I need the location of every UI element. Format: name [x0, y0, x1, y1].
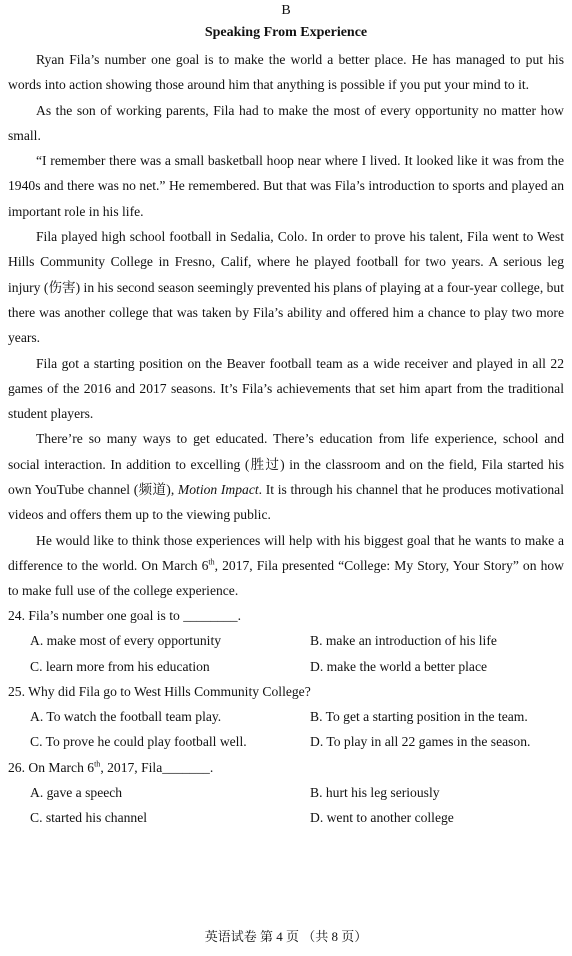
section-letter: B [281, 3, 291, 18]
question-26-stem-a: 26. On March 6 [8, 759, 95, 775]
paragraph-6-text-b: . It is through his channel that he produces motivational videos and offers them up to the viewing public. [8, 482, 564, 523]
question-24-option-d[interactable]: D. make the world a better place [310, 658, 488, 674]
question-25-options-row-2 [8, 729, 564, 754]
question-25-option-d[interactable]: D. To play in all 22 games in the season. [310, 734, 531, 750]
page-footer: 英语试卷 第 4 页 （共 8 页） [204, 929, 368, 944]
question-26-option-c[interactable]: C. started his channel [30, 810, 148, 826]
question-26-options-row-2 [8, 805, 564, 830]
question-25-options-row-1 [8, 704, 564, 729]
question-24-option-b[interactable]: B. make an introduction of his life [310, 633, 497, 649]
passage-body [8, 47, 564, 604]
question-24-options-row-1 [8, 628, 564, 653]
paragraph-6 [8, 426, 564, 527]
paragraph-3: “I remember there was a small basketball hoop near where I lived. It looked like it was from the 1940s and there was no net.” He remembered. But that was Fila’s introduction to sports and played an important role in his life. [8, 153, 564, 219]
paragraph-2: As the son of working parents, Fila had to make the most of every opportunity no matter how small. [8, 102, 564, 143]
paragraph-4: Fila played high school football in Sedalia, Colo. In order to prove his talent, Fila went to West Hills Community College in Fresno, Calif, where he played football for two years. A serious leg injury (伤害) in his second season seemingly prevented his plans of playing at a four-year college, but there was another college that was taken by Fila’s ability and offered him a chance to play two more years. [8, 229, 564, 346]
question-25-option-a[interactable]: A. To watch the football team play. [30, 709, 222, 725]
question-25-option-c[interactable]: C. To prove he could play football well. [30, 734, 247, 750]
question-26-options-row-1 [8, 780, 564, 805]
question-25-stem: 25. Why did Fila go to West Hills Community College? [8, 683, 311, 699]
question-26-stem [8, 755, 564, 780]
question-26-option-b[interactable]: B. hurt his leg seriously [310, 785, 440, 801]
question-24-options-row-2 [8, 654, 564, 679]
passage-title: Speaking From Experience [204, 25, 368, 40]
paragraph-5: Fila got a starting position on the Beaver football team as a wide receiver and played in all 22 games of the 2016 and 2017 seasons. It’s Fila’s achievements that set him apart from the traditional student players. [8, 355, 564, 422]
channel-name: Motion Impact [177, 482, 259, 498]
question-26-ordinal-suffix: th [94, 759, 101, 769]
paragraph-7 [8, 528, 564, 604]
paragraph-1: Ryan Fila’s number one goal is to make the world a better place. He has managed to put his words into action showing those around him that anything is possible if you put your mind to it. [8, 52, 564, 93]
question-26-stem-b: , 2017, Fila_______. [100, 759, 214, 775]
question-25-option-b[interactable]: B. To get a starting position in the team. [310, 709, 528, 725]
paragraph-7-text-a: He would like to think those experiences will help with his biggest goal that he wants to make a difference to the world. On March 6 [8, 532, 564, 573]
question-26-option-d[interactable]: D. went to another college [310, 810, 454, 826]
ordinal-suffix: th [208, 557, 215, 567]
question-26-option-a[interactable]: A. gave a speech [30, 785, 123, 801]
question-list [8, 603, 564, 831]
question-24-stem: 24. Fila’s number one goal is to ________. [8, 608, 241, 623]
question-24-option-a[interactable]: A. make most of every opportunity [30, 633, 222, 649]
paragraph-7-text-b: , 2017, Fila presented “College: My Story, Your Story” on how to make full use of the college experience. [8, 557, 564, 599]
question-24-option-c[interactable]: C. learn more from his education [30, 658, 210, 674]
paragraph-6-text-a: There’re so many ways to get educated. There’s education from life experience, school and social interaction. In addition to excelling (胜过) in the classroom and on the field, Fila started his own YouTube channel (频道), [8, 431, 564, 498]
